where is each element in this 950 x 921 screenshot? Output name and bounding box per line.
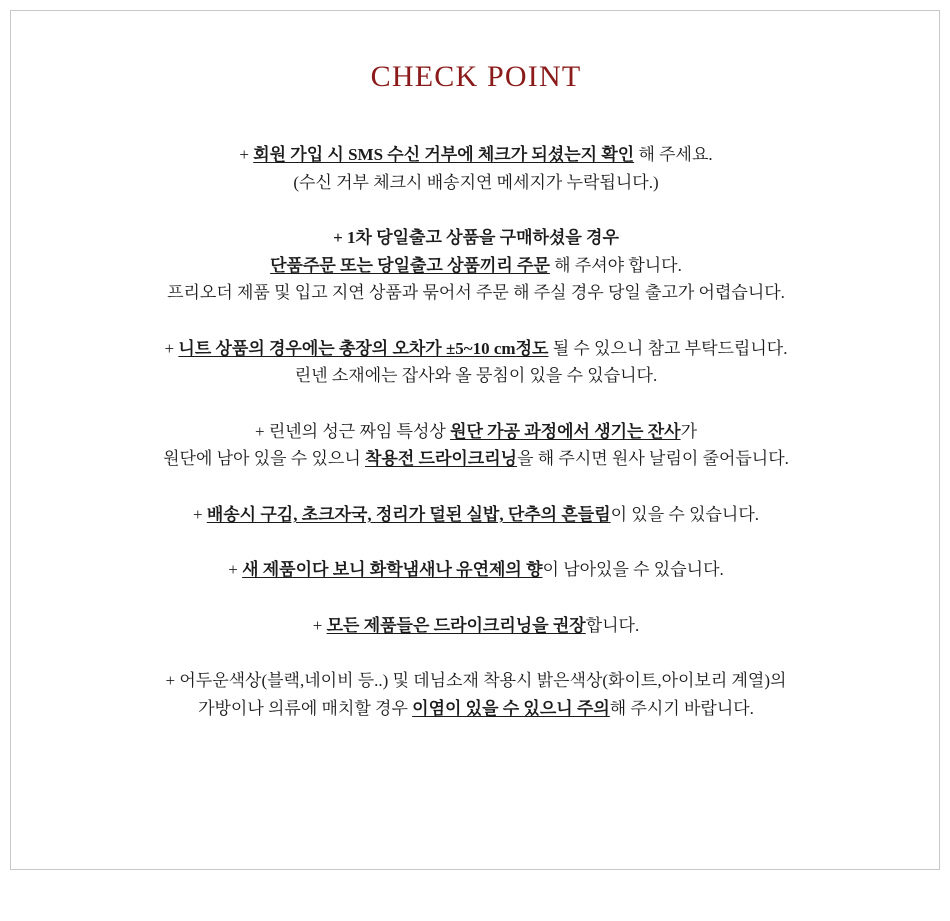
notice-block-sms-consent: [11, 141, 941, 196]
text-run: 모든 제품들은 드라이크리닝을 권장: [326, 615, 586, 635]
notice-block-dry-clean-recommend: [11, 612, 941, 640]
notice-line-same-day-line1: [45, 224, 907, 252]
notice-line-linen-line2: [45, 445, 907, 473]
text-run: 해 주셔야 합니다.: [549, 255, 682, 275]
text-run: + 어두운색상(블랙,네이비 등..) 및 데님소재 착용시 밝은색상(화이트,아이보리 계열)의: [165, 671, 787, 691]
text-run: 을 해 주시면 원사 날림이 줄어듭니다.: [517, 449, 789, 469]
text-run: 단품주문 또는 당일출고 상품끼리 주문: [270, 255, 550, 275]
notice-line-color-line2: [45, 695, 907, 723]
text-run: 착용전 드라이크리닝: [365, 449, 518, 469]
notice-line-sms-consent-main: [45, 141, 907, 169]
notice-block-new-product-smell: [11, 556, 941, 584]
notice-line-color-line1: [45, 667, 907, 695]
notice-block-list: [11, 141, 941, 722]
text-run: (수신 거부 체크시 배송지연 메세지가 누락됩니다.): [293, 172, 659, 192]
text-run: 이 남아있을 수 있습니다.: [542, 560, 724, 580]
page-title: CHECK POINT: [370, 60, 582, 93]
text-run: 원단 가공 과정에서 생기는 잔사: [450, 421, 681, 441]
text-run: +: [312, 615, 327, 635]
text-run: 해 주세요.: [634, 145, 713, 164]
text-run: 해 주시기 바랍니다.: [609, 698, 754, 718]
text-run: 배송시 구김, 초크자국, 정리가 덜된 실밥, 단추의 흔들림: [206, 504, 611, 524]
notice-line-sms-consent-note: [45, 169, 907, 197]
text-run: 원단에 남아 있을 수 있으니: [163, 449, 365, 469]
notice-block-knit-tolerance: [11, 335, 941, 390]
text-run: 새 제품이다 보니 화학냄새나 유연제의 향: [242, 560, 543, 580]
text-run: + 린넨의 성근 짜임 특성상: [255, 421, 451, 441]
notice-line-linen-line1: [45, 418, 907, 446]
text-run: 될 수 있으니 참고 부탁드립니다.: [548, 338, 788, 358]
text-run: 회원 가입 시 SMS 수신 거부에 체크가 되셨는지 확인: [253, 145, 635, 164]
notice-line-same-day-line2: [45, 252, 907, 280]
text-run: 가방이나 의류에 매치할 경우: [198, 698, 413, 718]
text-run: 니트 상품의 경우에는 총장의 오차가 ±5~10 cm정도: [178, 338, 549, 358]
text-run: +: [239, 145, 254, 164]
text-run: 프리오더 제품 및 입고 지연 상품과 묶어서 주문 해 주실 경우 당일 출고가 어렵습니다.: [167, 283, 785, 303]
content-frame: [10, 10, 940, 870]
notice-line-same-day-line3: [45, 279, 907, 307]
notice-block-color-transfer: [11, 667, 941, 722]
text-run: +: [228, 560, 243, 580]
notice-line-knit-line2: [45, 362, 907, 390]
notice-block-linen-weave: [11, 418, 941, 473]
text-run: 린넨 소재에는 잡사와 올 뭉침이 있을 수 있습니다.: [294, 366, 658, 386]
text-run: 가: [680, 421, 697, 441]
notice-line-shipping-line1: [45, 501, 907, 529]
text-run: 이염이 있을 수 있으니 주의: [412, 698, 610, 718]
notice-line-knit-line1: [45, 335, 907, 363]
notice-block-same-day-shipping: [11, 224, 941, 307]
notice-block-shipping-condition: [11, 501, 941, 529]
text-run: 합니다.: [585, 615, 640, 635]
text-run: +: [164, 338, 179, 358]
text-run: 이 있을 수 있습니다.: [610, 504, 760, 524]
notice-line-dryclean-line1: [45, 612, 907, 640]
notice-document: [11, 11, 941, 748]
notice-line-smell-line1: [45, 556, 907, 584]
text-run: +: [192, 504, 207, 524]
text-run: + 1차 당일출고 상품을 구매하셨을 경우: [333, 228, 619, 248]
